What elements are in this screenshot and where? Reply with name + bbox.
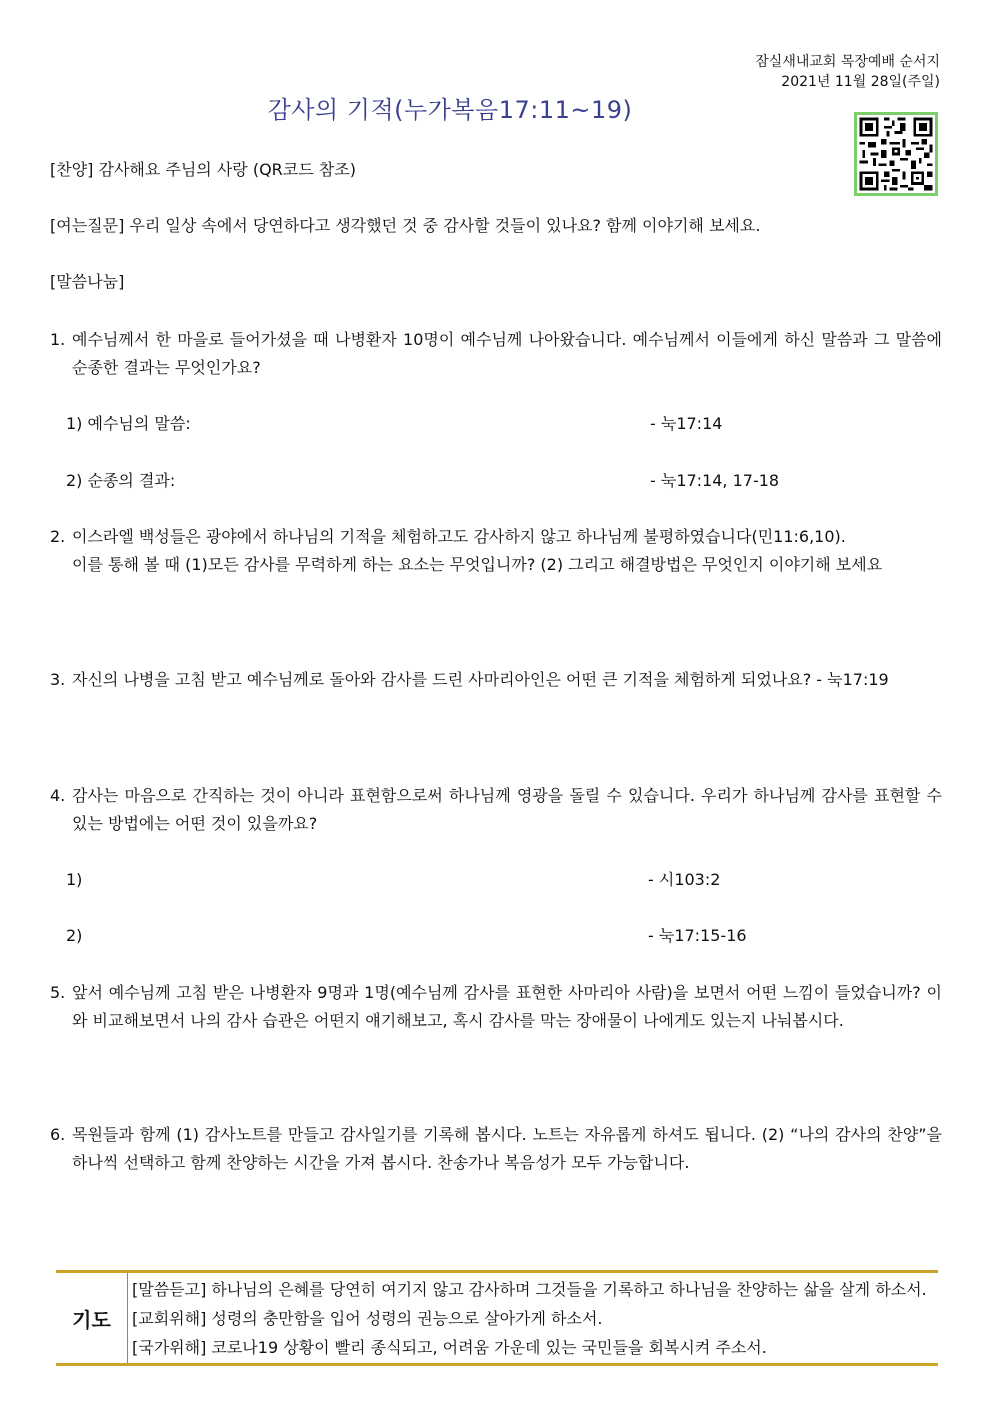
question-5	[50, 979, 942, 1035]
question-number: 4.	[50, 786, 66, 805]
scripture-reference: - 눅17:14, 17-18	[650, 471, 780, 490]
sub-answer-label: 1)	[66, 870, 83, 889]
opening-question: [여는질문] 우리 일상 속에서 당연하다고 생각했던 것 중 감사할 것들이 있나요? 함께 이야기해 보세요.	[50, 216, 761, 235]
question-2-line1: 이스라엘 백성들은 광야에서 하나님의 기적을 체험하고도 감사하지 않고 하나님께 불평하였습니다(민11:6,10).	[72, 527, 846, 546]
prayer-line: [교회위해] 성령의 충만함을 입어 성령의 권능으로 살아가게 하소서.	[132, 1309, 603, 1328]
word-sharing-heading: [말씀나눔]	[50, 272, 125, 291]
prayer-box	[56, 1270, 938, 1366]
question-text: 목원들과 함께 (1) 감사노트를 만들고 감사일기를 기록해 봅시다. 노트는 자유롭게 하셔도 됩니다. (2) “나의 감사의 찬양”을 하나씩 선택하고 함께 찬양하는 시간을 가져 봅시다. 찬송가나 복음성가 모두 가능합니다.	[72, 1125, 942, 1172]
service-date: 2021년 11월 28일(주일)	[781, 74, 940, 90]
sub-answer-label: 1) 예수님의 말씀:	[66, 414, 191, 433]
question-number: 5.	[50, 983, 66, 1002]
question-2-number: 2.	[50, 527, 66, 546]
sub-answer-label: 2)	[66, 926, 83, 945]
sub-answer-label: 2) 순종의 결과:	[66, 471, 176, 490]
question-3-number: 3.	[50, 670, 66, 689]
qr-code-icon[interactable]	[854, 112, 938, 196]
question-text: 예수님께서 한 마을로 들어가셨을 때 나병환자 10명이 예수님께 나아왔습니다. 예수님께서 이들에게 하신 말씀과 그 말씀에 순종한 결과는 무엇인가요?	[72, 330, 942, 377]
header-info	[755, 52, 940, 92]
page-title: 감사의 기적(누가복음17:11~19)	[267, 96, 633, 124]
question-4	[50, 782, 942, 838]
prayer-line: [국가위해] 코로나19 상황이 빨리 종식되고, 어려움 가운데 있는 국민들을 회복시켜 주소서.	[132, 1338, 767, 1357]
question-text: 감사는 마음으로 간직하는 것이 아니라 표현함으로써 하나님께 영광을 돌릴 수 있습니다. 우리가 하나님께 감사를 표현할 수 있는 방법에는 어떤 것이 있을까요?	[72, 786, 942, 833]
question-6	[50, 1121, 942, 1177]
prayer-line: [말씀듣고] 하나님의 은혜를 당연히 여기지 않고 감사하며 그것들을 기록하고 하나님을 찬양하는 삶을 살게 하소서.	[132, 1280, 927, 1299]
question-3-text: 자신의 나병을 고침 받고 예수님께로 돌아와 감사를 드린 사마리아인은 어떤 큰 기적을 체험하게 되었나요? - 눅17:19	[72, 670, 889, 689]
question-number: 6.	[50, 1125, 66, 1144]
church-service-name: 잠실새내교회 목장예배 순서지	[755, 54, 940, 70]
scripture-reference: - 눅17:14	[650, 414, 723, 433]
question-2-line2: 이를 통해 볼 때 (1)모든 감사를 무력하게 하는 요소는 무엇입니까? (2) 그리고 해결방법은 무엇인지 이야기해 보세요	[72, 555, 883, 574]
prayer-label: 기도	[56, 1273, 128, 1363]
question-1	[50, 326, 942, 382]
prayer-lines	[132, 1275, 927, 1362]
praise-line: [찬양] 감사해요 주님의 사랑 (QR코드 참조)	[50, 160, 356, 179]
scripture-reference: - 눅17:15-16	[648, 926, 747, 945]
question-number: 1.	[50, 330, 66, 349]
scripture-reference: - 시103:2	[648, 870, 721, 889]
question-text: 앞서 예수님께 고침 받은 나병환자 9명과 1명(예수님께 감사를 표현한 사마리아 사람)을 보면서 어떤 느낌이 들었습니까? 이와 비교해보면서 나의 감사 습관은 어떤지 얘기해보고, 혹시 감사를 막는 장애물이 나에게도 있는지 나눠봅시다.	[72, 983, 942, 1030]
